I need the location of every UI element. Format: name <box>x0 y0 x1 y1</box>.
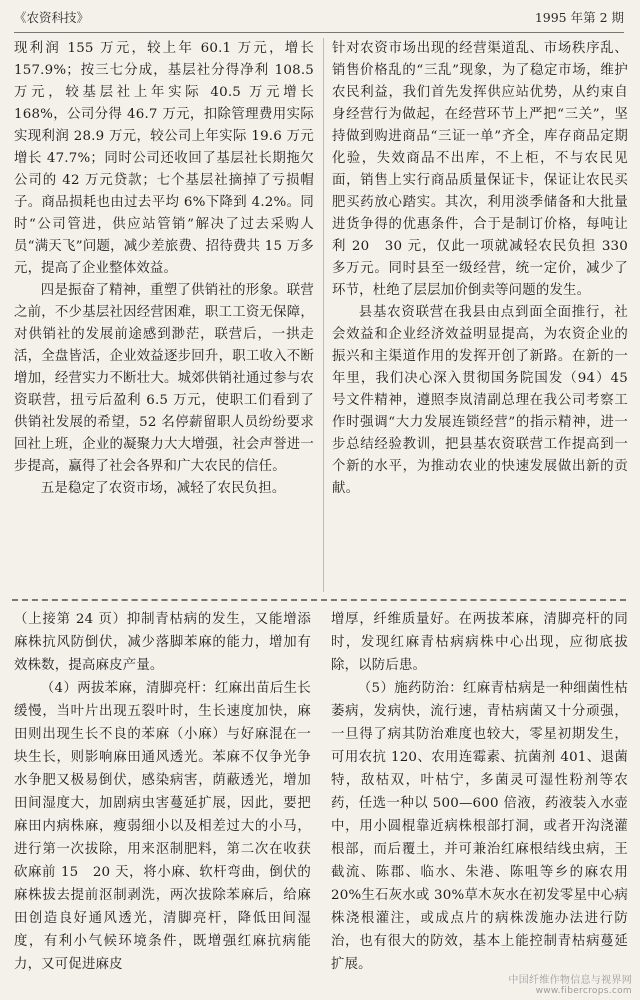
journal-title: 《农资科技》 <box>14 10 90 25</box>
paragraph: 增厚，纤维质量好。在两拔苯麻，清脚亮杆的同时，发现红麻青枯病病株中心出现，应彻底拔除，以防后患。 <box>331 612 628 673</box>
paragraph: （上接第 24 页）抑制青枯病的发生，又能增添麻株抗风防倒伏，减少落脚苯麻的能力，增加有效株数，提高麻皮产量。 <box>14 612 311 673</box>
paragraph: 现利润 155 万元，较上年 60.1 万元，增长 157.9%；按三七分成，基层社分得净利 108.5 万元，较基层社上年实际 40.5 万元增长 168%，公司分得 46.7 万元，扣除管理费用实际实现利润 28.9 万元，较公司上年实际 19.6 万元增长 47.7%；同时公司还收回了基层社长期拖欠公司的 42 万元贷款；七个基层社摘掉了亏损帽子。商品损耗也由过去平均 6%下降到 4.2%。同时“公司管进，供应站管销”解决了过去采购人员“满天飞”问题，减少差旅费、招待费共 15 万多元，提高了企业整体效益。 <box>14 41 314 276</box>
bottom-right-column <box>331 608 628 976</box>
paragraph: 四是振奋了精神，重塑了供销社的形象。联营之前，不少基层社因经营困难，职工工资无保障，对供销社的发展前途感到渺茫，联营后，一拱走活，全盘皆活，企业效益逐步回升，职工收入不断增加，经营实力不断壮大。城郊供销社通过参与农资联营，扭亏后盈利 6.5 万元，使职工们看到了供销社发展的希望，52 名停薪留职人员纷纷要求回社上班，企业的凝聚力大大增强，社会声誉进一步提高，赢得了社会各界和广大农民的信任。 <box>14 283 314 474</box>
site-watermark <box>508 971 632 996</box>
paragraph: 县基农资联营在我县由点到面全面推行，社会效益和企业经济效益明显提高，为农资企业的振兴和主渠道作用的发挥开创了新路。在新的一年里，我们决心深入贯彻国务院国发（94）45 号文件精神，遵照李岚清副总理在我公司考察工作时强调“大力发展连锁经营”的指示精神，进一步总结经验教训，把县基农资联营工作提高到一个新的水平，为推动农业的快速发展做出新的贡献。 <box>332 305 628 496</box>
watermark-url: www.fibercrops.com <box>535 986 632 996</box>
paragraph: （4）两拔苯麻，清脚亮杆：红麻出苗后生长缓慢，当叶片出现五裂叶时，生长速度加快，麻田则出现生长不良的苯麻（小麻）与好麻混在一块生长，则影响麻田通风透光。苯麻不仅争光争水争肥又极易倒伏，感染病害，荫蔽透光，增加田间湿度大，加剧病虫害蔓延扩展，因此，要把麻田内病株麻，瘦弱细小以及相差过大的小马，进行第一次拔除，用来沤制肥料，第二次在收获砍麻前 15 20 天，将小麻、软杆弯曲，倒伏的麻株拔去提前沤制剥洗，两次拔除苯麻后，给麻田创造良好通风透光，清脚亮杆，降低田间湿度，有利小气候环境条件，既增强红麻抗病能力，又可促进麻皮 <box>14 681 311 972</box>
top-left-column <box>14 38 314 500</box>
paragraph: （5）施药防治：红麻青枯病是一种细菌性枯萎病，发病快，流行速，青枯病菌又十分顽强，一旦得了病其防治难度也较大，零星初期发生，可用农抗 120、农用连霉素、抗菌剂 401、退菌特，敌枯双，叶枯宁，多菌灵可湿性粉剂等农药，任选一种以 500—600 倍液，药液装入水壶中，用小圆棍靠近病株根部打洞，或者开沟浇灌根部，而后覆土，并可兼治红麻根结线虫病，王截流、陈郡、临水、朱港、陈咀等乡的麻农用 20%生石灰水或 30%草木灰水在初发零星中心病株浇根灌注，或成点片的病株泼施办法进行防治，也有很大的防效，基本上能控制青枯病蔓延扩展。 <box>331 681 628 972</box>
top-right-column <box>332 38 628 500</box>
bottom-left-column <box>14 608 311 976</box>
section-divider <box>12 599 626 601</box>
paragraph: 五是稳定了农资市场，减轻了农民负担。 <box>40 481 286 496</box>
column-divider <box>323 38 324 592</box>
paragraph: 针对农资市场出现的经营渠道乱、市场秩序乱、销售价格乱的“三乱”现象，为了稳定市场，维护农民利益，我们首先发挥供应站优势，从约束自身经营行为做起，在经营环节上严把“三关”，坚持做到购进商品“三证一单”齐全，库存商品定期化验，失效商品不出库，不上柜，不与农民见面，销售上实行商品质量保证卡，保证让农民买肥买药放心踏实。其次，利用淡季储备和大批量进货争得的优惠条件，合于是制订价格，每吨让利 20 30 元，仅此一项就减轻农民负担 330 多万元。同时县至一级经营，统一定价，减少了环节，杜绝了层层加价倒卖等问题的发生。 <box>332 41 628 298</box>
issue-number: 1995 年第 2 期 <box>534 10 624 25</box>
header-rule <box>14 32 624 33</box>
watermark-name: 中国纤维作物信息与视界网 <box>508 975 632 986</box>
